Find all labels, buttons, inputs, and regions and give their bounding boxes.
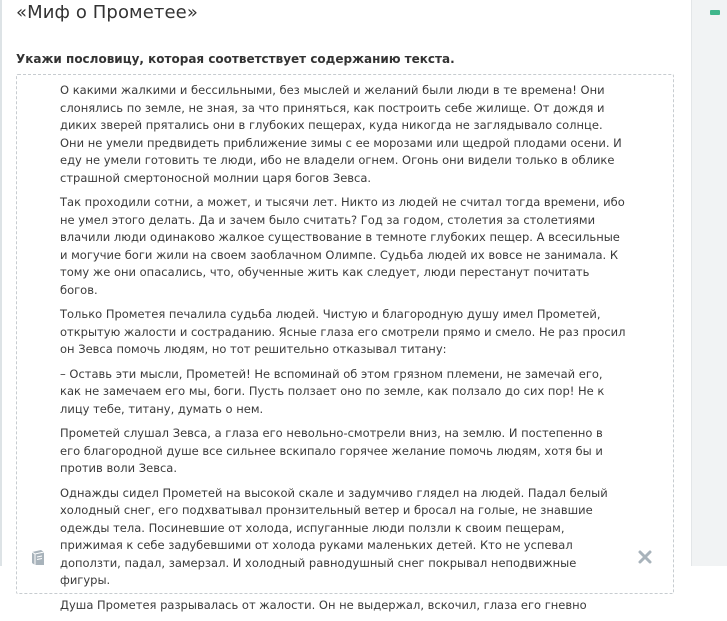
text-paragraph: Прометей слушал Зевса, а глаза его невольно-смотрели вниз, на землю. И постепенно в его благородной душе все сильнее вскипало горячее желание помочь людям, хотя бы и против воли Зевса. — [60, 426, 603, 475]
close-icon[interactable] — [638, 550, 652, 564]
task-instruction: Укажи пословицу, которая соответствует содержанию текста. — [16, 52, 455, 66]
right-side-panel — [691, 0, 727, 566]
text-paragraph: Так проходили сотни, а может, и тысячи лет. Никто из людей не считал тогда времени, ибо не умел этого делать. Да и зачем было считать? Год за годом, столетия за столетиями влачили люди одинаково жалкое существование в темноте глубоких пещер. А всесильные и могучие боги жили на своем заоблачном Олимпе. Судьба людей их вовсе не занимала. К тому же они опасались, что, обученные жить как следует, люди перестанут почитать богов. — [60, 195, 625, 297]
left-edge — [0, 0, 2, 566]
text-paragraph: Однажды сидел Прометей на высокой скале и задумчиво глядел на людей. Падал белый холодный снег, его подхватывал пронзительный ветер и бросал на голые, не знавшие одежды тела. Посиневшие от холода, испуганные люди ползли к своим пещерам, прижимая к себе задубевшими от холода руками маленьких детей. Кто не успевал доползти, падал, замерзал. И холодный равнодушный снег покрывал неподвижные фигуры. — [60, 485, 608, 587]
text-paragraph: О какими жалкими и бессильными, без мыслей и желаний были люди в те времена! Они слонялись по земле, не зная, за что приняться, как построить себе жилище. От дождя и диких зверей прятались они в глубоких пещерах, куда никогда не заглядывало солнце. Они не умели предвидеть приближение зимы с ее морозами или щедрой плодами осени. И еду не умели готовить те люди, ибо не владели огнем. Огонь они видели только в облике страшной смертоносной молнии царя богов Зевса. — [60, 83, 622, 185]
page-title: «Миф о Прометее» — [16, 2, 198, 23]
text-paragraph: – Оставь эти мысли, Прометей! Не вспоминай об этом грязном племени, не замечай его, как не замечаем его мы, боги. Пусть ползает оно по земле, как ползало до сих пор! Не к лицу тебе, титану, думать о нем. — [60, 366, 605, 416]
progress-marker — [710, 10, 720, 15]
text-paragraph: Душа Прометея разрывалась от жалости. Он не выдержал, вскочил, глаза его гневно — [60, 597, 587, 612]
text-paragraph: Только Прометея печалила судьба людей. Чистую и благородную душу имел Прометей, открытую жалости и состраданию. Ясные глаза его смотрели прямо и смело. Не раз просил он Зевса помочь людям, но тот решительно отказывал титану: — [60, 307, 626, 356]
reading-text — [60, 82, 626, 621]
book-icon[interactable] — [29, 549, 47, 566]
